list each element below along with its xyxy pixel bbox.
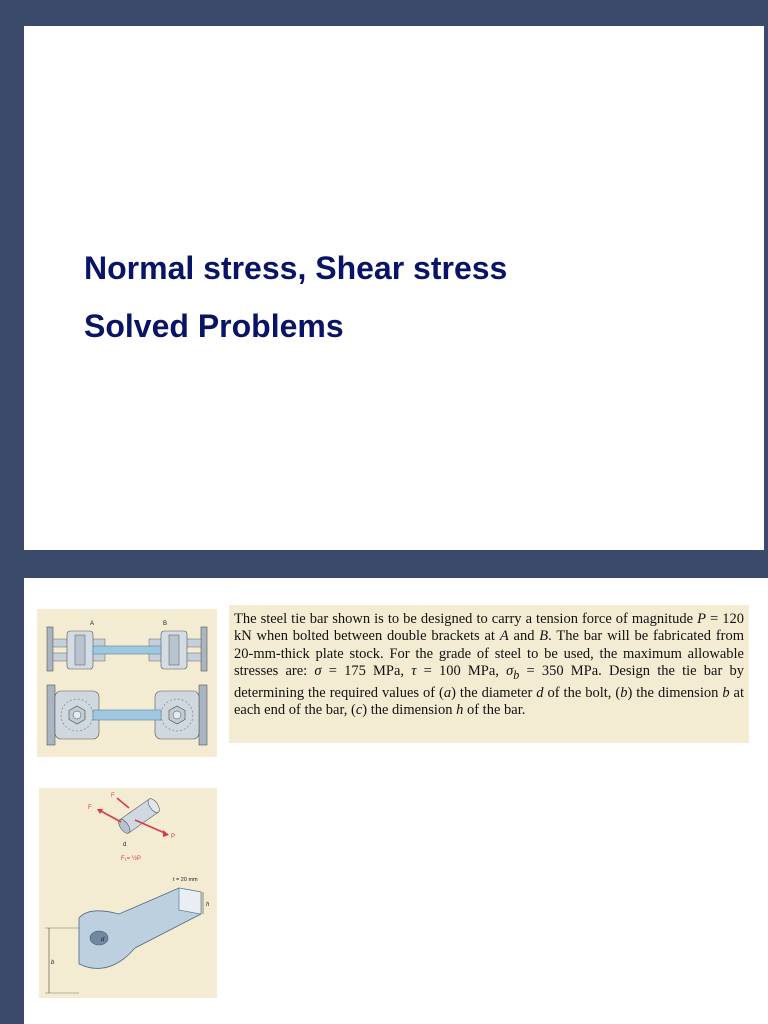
formula-F1: F₁= ½P [121, 856, 141, 862]
label-thickness: t = 20 mm [173, 877, 198, 883]
label-P: P [171, 834, 176, 840]
label-d-hole: d [101, 937, 105, 943]
bracket-assembly-figure [37, 609, 217, 757]
problem-slide [24, 578, 768, 1024]
problem-statement: The steel tie bar shown is to be designed to carry a tension force of magnitude P = 120 kN when bolted between double brackets at A and B. The bar will be fabricated from 20-mm-thick plate stock. For the grade of steel to be used, the maximum allowable stresses are: σ = 175 MPa, τ = 100 MPa, $\sigma_b = 350$ MPa. Design the tie bar by determining the required values of (a) the diameter d of the bolt, (b) the dimension b at each end of the bar, (c) the dimension h of the bar. [229, 605, 749, 743]
label-b: b [51, 960, 55, 966]
bracket-assembly-drawing [37, 609, 217, 757]
label-B: B [163, 621, 168, 627]
label-d-bolt: d [123, 842, 127, 848]
tie-bar-figure [39, 788, 217, 998]
label-h: h [206, 902, 210, 908]
slide-title-line-1: Normal stress, Shear stress [84, 250, 508, 286]
tie-bar-drawing [39, 788, 217, 998]
label-F1-left: F [88, 805, 92, 811]
slide-title-line-2: Solved Problems [84, 308, 344, 344]
label-F1-top: F [111, 793, 115, 799]
label-A: A [90, 621, 95, 627]
title-slide [24, 26, 764, 550]
